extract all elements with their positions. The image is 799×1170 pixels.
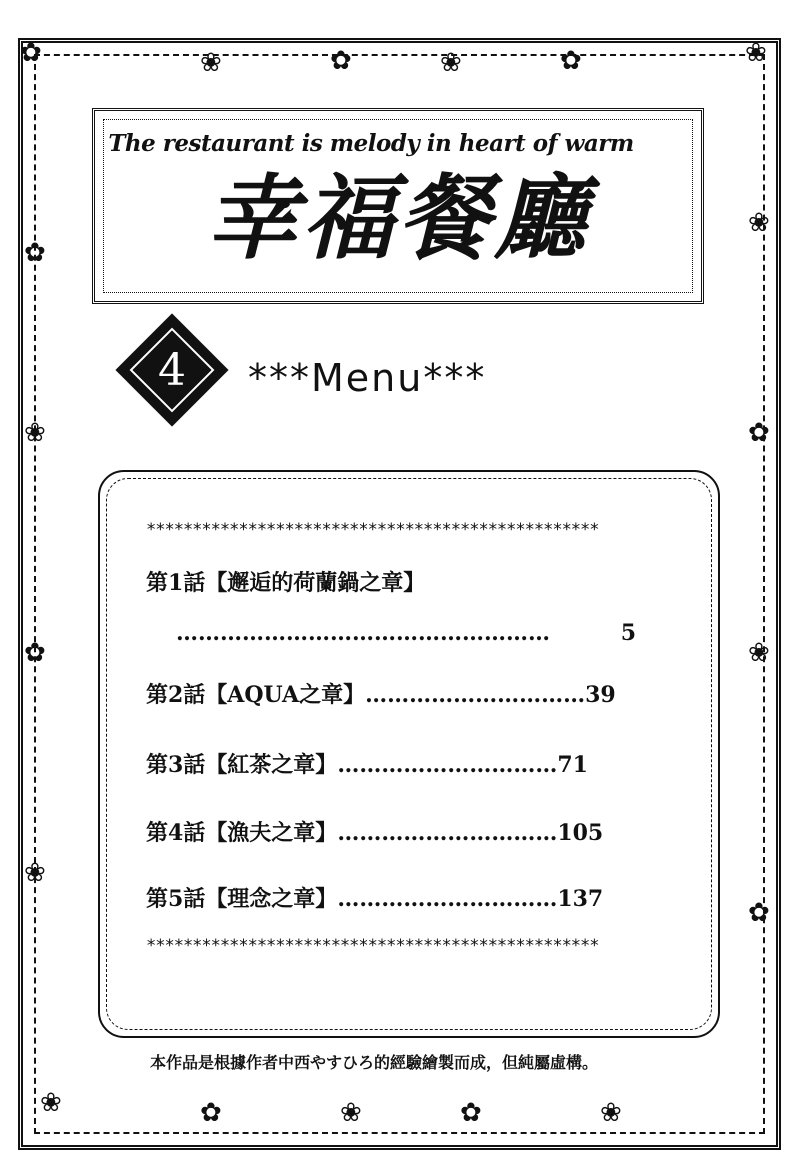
toc-entry-label: 第4話【漁夫之章】 — [146, 820, 338, 846]
toc-entry-dots: ………………………… — [337, 820, 558, 846]
flower-ornament-icon: ❀ — [24, 418, 46, 448]
flower-ornament-icon: ✿ — [20, 38, 42, 68]
menu-heading: ***Menu*** — [248, 356, 487, 400]
page-title: 幸福餐廳 — [205, 165, 590, 272]
toc-entry-dots: ………………………… — [337, 886, 558, 912]
toc-entry-page: 5 — [620, 620, 636, 646]
toc-entry-chapter-2 — [146, 678, 666, 709]
flower-ornament-icon: ✿ — [200, 1098, 222, 1128]
flower-ornament-icon: ❀ — [24, 858, 46, 888]
flower-ornament-icon: ✿ — [330, 46, 352, 76]
star-divider-bottom: ************************************************* — [146, 936, 599, 956]
flower-ornament-icon: ❀ — [40, 1088, 62, 1118]
flower-ornament-icon: ✿ — [560, 46, 582, 76]
toc-entry-chapter-3 — [146, 748, 666, 779]
toc-entry-chapter-5 — [146, 882, 666, 913]
toc-entry-chapter-1 — [146, 566, 666, 597]
disclaimer-note: 本作品是根據作者中西やすひろ的經驗繪製而成，但純屬虛構。 — [150, 1053, 599, 1072]
toc-entry-page: 137 — [557, 886, 604, 912]
toc-entry-dots: ………………………… — [337, 752, 558, 778]
flower-ornament-icon: ✿ — [24, 638, 46, 668]
flower-ornament-icon: ❀ — [340, 1098, 362, 1128]
flower-ornament-icon: ✿ — [460, 1098, 482, 1128]
toc-entry-label: 第1話【邂逅的荷蘭鍋之章】 — [146, 570, 426, 596]
toc-entry-page: 39 — [585, 682, 616, 708]
toc-entry-dots: …………………………………………… — [176, 620, 550, 646]
flower-ornament-icon: ✿ — [748, 418, 770, 448]
toc-entry-page: 71 — [557, 752, 588, 778]
toc-entry-chapter-4 — [146, 816, 666, 847]
volume-number: 4 — [158, 344, 186, 396]
flower-ornament-icon: ❀ — [600, 1098, 622, 1128]
star-divider-top: ************************************************* — [146, 520, 599, 540]
subtitle: The restaurant is melody in heart of warm — [108, 130, 634, 157]
toc-entry-page: 105 — [557, 820, 604, 846]
flower-ornament-icon: ❀ — [200, 48, 222, 78]
toc-entry-chapter-1-leader — [176, 620, 636, 646]
flower-ornament-icon: ❀ — [745, 38, 767, 68]
toc-entry-dots: ………………………… — [365, 682, 586, 708]
flower-ornament-icon: ✿ — [748, 898, 770, 928]
flower-ornament-icon: ❀ — [748, 208, 770, 238]
toc-entry-label: 第5話【理念之章】 — [146, 886, 338, 912]
flower-ornament-icon: ✿ — [24, 238, 46, 268]
flower-ornament-icon: ❀ — [748, 638, 770, 668]
flower-ornament-icon: ❀ — [440, 48, 462, 78]
toc-entry-label: 第3話【紅茶之章】 — [146, 752, 338, 778]
toc-entry-label: 第2話【AQUA之章】 — [146, 682, 366, 708]
